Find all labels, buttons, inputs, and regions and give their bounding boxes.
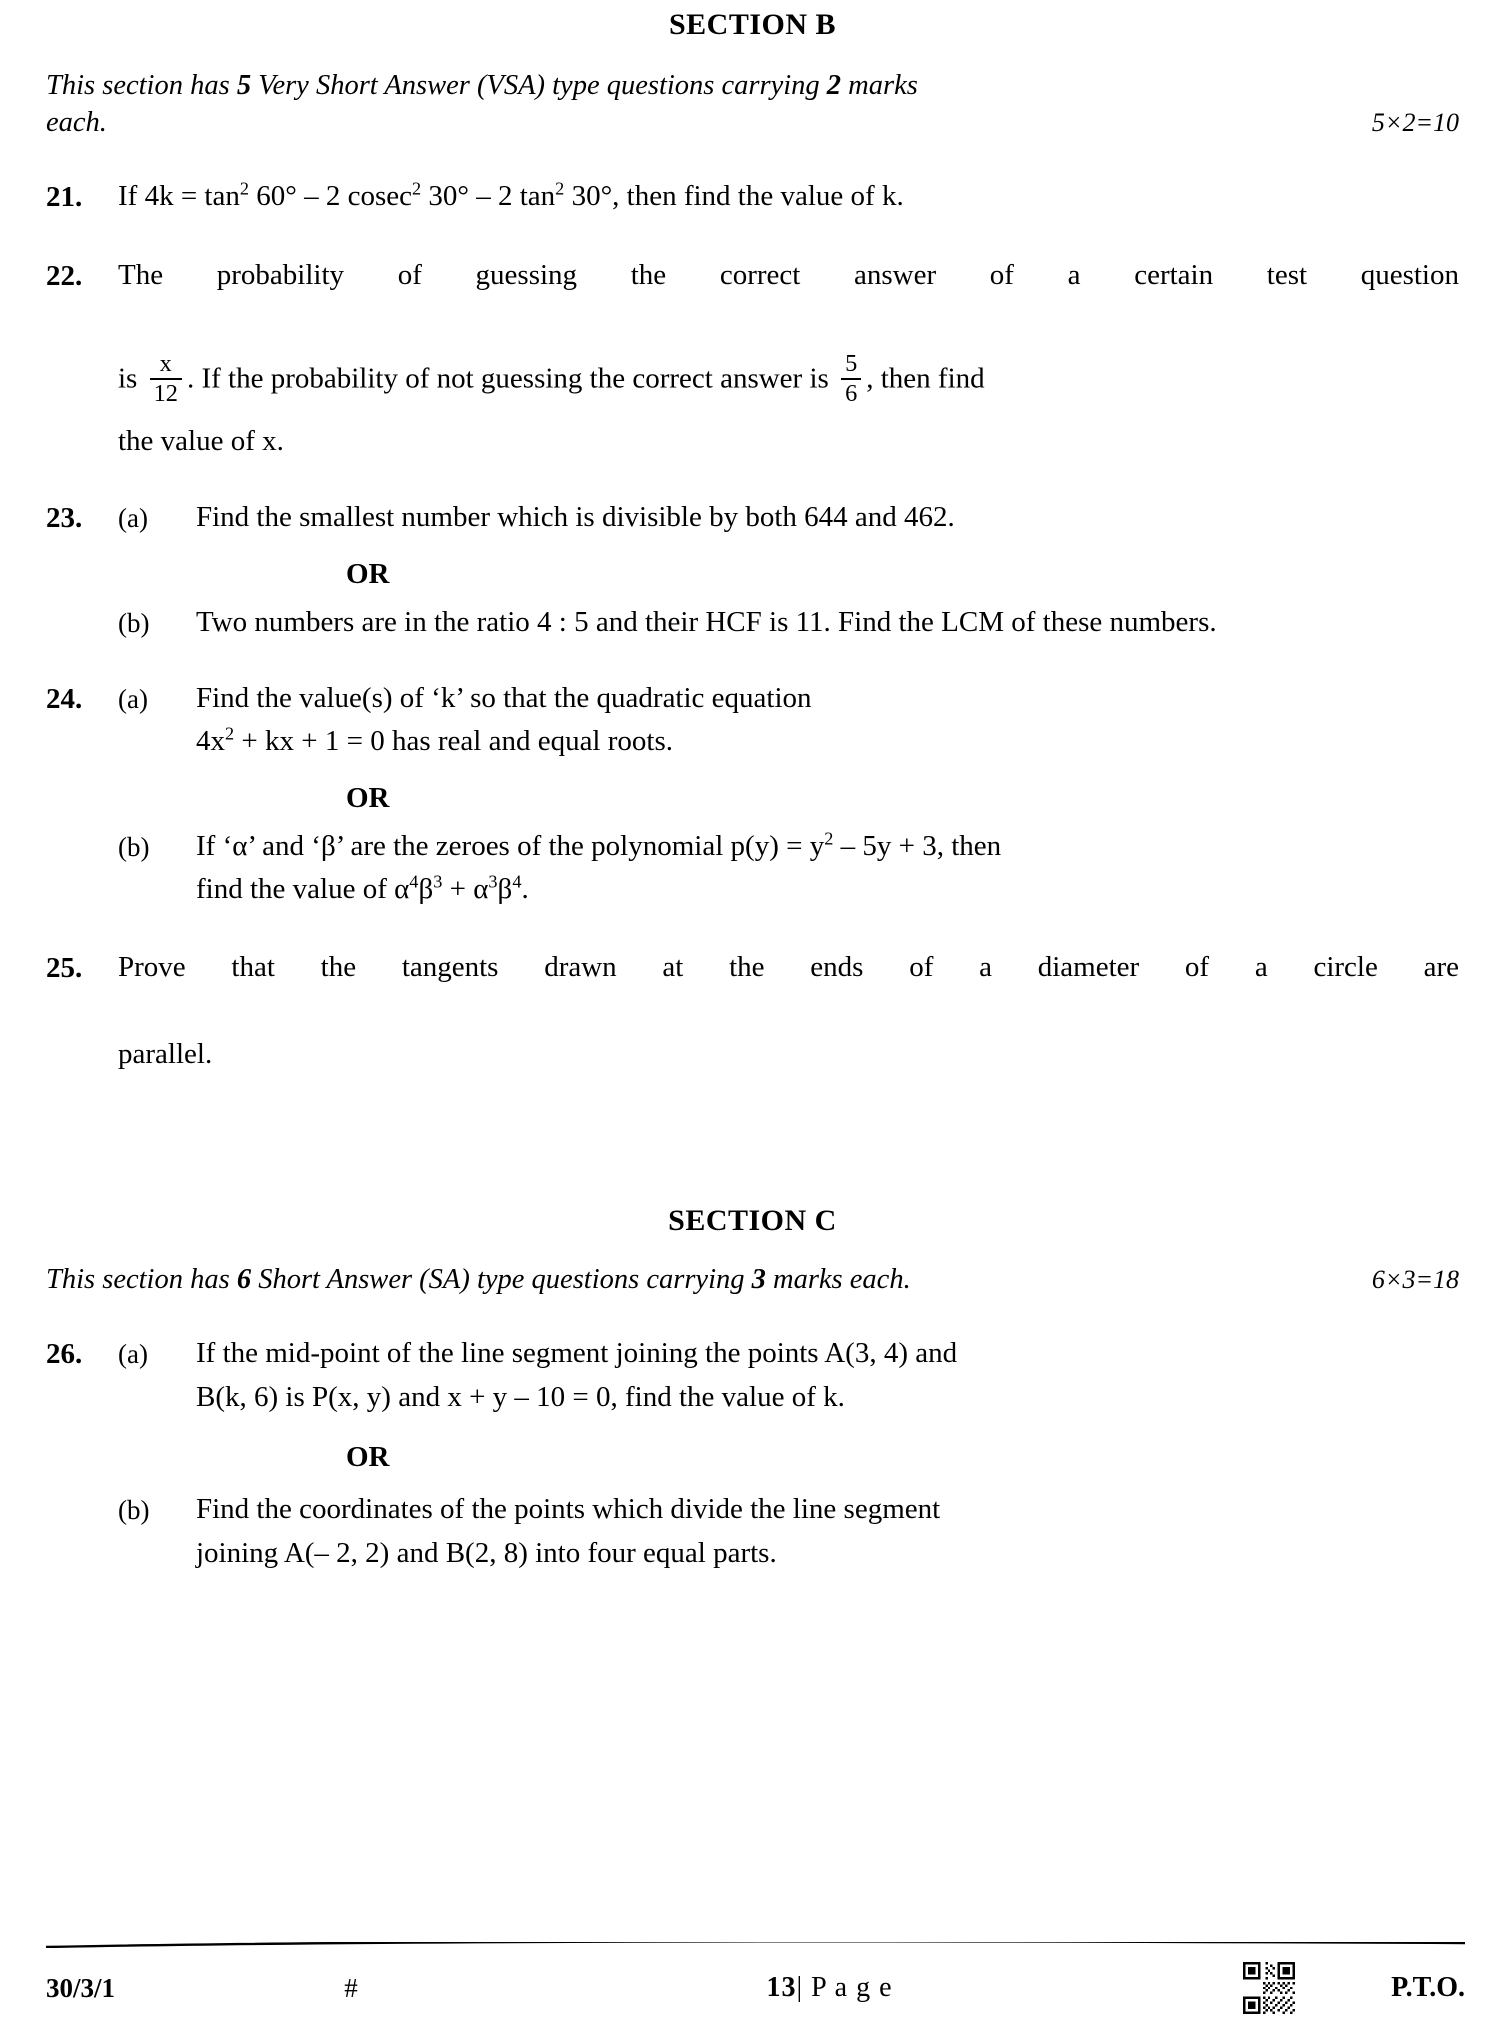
qr-code-svg [1243, 1962, 1295, 2014]
q22-fraction-x-over-12 [150, 351, 182, 407]
question-25 [46, 946, 1459, 1077]
q22-line2-a: is [118, 362, 138, 395]
q21-text-c: 30° – 2 tan [421, 180, 556, 213]
q22-fraction2-numerator: 5 [845, 349, 858, 377]
question-21 [46, 175, 1459, 220]
footer-rule-icon [46, 1942, 1465, 1948]
question-26-option-a-label: (a) [118, 1339, 148, 1370]
question-26-option-b-label: (b) [118, 1495, 150, 1526]
q21-sup-2: 2 [412, 178, 422, 199]
q24b-sup-3: 3 [433, 871, 443, 892]
section-b-instruction-mid: Very Short Answer (VSA) type questions carrying [251, 70, 827, 101]
q24a-equation-pre: 4x [196, 725, 225, 758]
section-b-instruction [46, 42, 1459, 107]
question-24-option-a-label: (a) [118, 683, 148, 714]
q22-fraction2-denominator: 6 [845, 379, 858, 407]
section-b-marks-each: 2 [826, 70, 842, 101]
question-21-number: 21. [46, 181, 83, 214]
q24b-line-1 [196, 825, 1459, 869]
question-26-number: 26. [46, 1338, 83, 1371]
q24b-text-post: – 5y + 3, then [833, 829, 1002, 862]
q24b-beta-1: β [418, 873, 434, 906]
question-23-or-separator: OR [346, 558, 390, 591]
q24a-line-2 [196, 720, 1459, 764]
question-22 [46, 254, 1459, 464]
q21-sup-3: 2 [555, 178, 565, 199]
q24b-text-pre: If ‘α’ and ‘β’ are the zeroes of the polynomial p(y) = y [196, 829, 825, 862]
question-24 [46, 677, 1459, 764]
question-24-option-b-label: (b) [118, 831, 150, 862]
section-c-question-count: 6 [236, 1264, 252, 1296]
q24b-sup-2: 4 [409, 871, 419, 892]
page-number: 13 [766, 1972, 797, 2003]
section-b-title: SECTION B [668, 8, 837, 41]
question-23-option-a-text: Find the smallest number which is divisible by both 644 and 462. [196, 500, 955, 533]
section-b-instruction-pre: This section has [46, 70, 237, 101]
question-26-option-b [46, 1488, 1459, 1575]
question-24-option-a-text [196, 677, 1459, 764]
q24b-beta-2: β [497, 873, 513, 906]
q22-fraction-numerator: x [159, 349, 172, 377]
section-b-marks-total: 5×2=10 [1371, 108, 1459, 138]
question-25-body [118, 946, 1459, 1077]
section-c-title: SECTION C [668, 1204, 837, 1238]
spacer [46, 825, 118, 826]
q22-line-1: The probability of guessing the correct answer of a certain test question [118, 258, 1459, 291]
paper-code: 30/3/1 [46, 1972, 116, 2003]
q24b-plus-alpha: + α [442, 873, 489, 906]
section-c-marks-each: 3 [751, 1264, 766, 1296]
qr-code-icon [1243, 1962, 1295, 2014]
page-footer [46, 1956, 1465, 2020]
pto-label: P.T.O. [1391, 1972, 1465, 2003]
q22-line2-c: , then find [866, 362, 985, 395]
page-indicator [476, 1972, 1243, 2004]
q26a-line-2: B(k, 6) is P(x, y) and x + y – 10 = 0, find the value of k. [196, 1380, 845, 1413]
q24a-exponent: 2 [225, 723, 235, 744]
spacer [46, 601, 118, 602]
q24b-expr-pre: find the value of α [196, 873, 410, 906]
question-25-number: 25. [46, 951, 83, 984]
q22-fraction-5-over-6 [841, 351, 861, 407]
page-word: | P a g e [796, 1972, 893, 2003]
q26b-line-1: Find the coordinates of the points which divide the line segment [196, 1493, 941, 1526]
section-b-instruction-post: marks [841, 70, 918, 101]
question-26-option-b-text [196, 1488, 1459, 1575]
q24a-equation-post: + kx + 1 = 0 has real and equal roots. [234, 725, 673, 758]
q24a-line-1: Find the value(s) of ‘k’ so that the quadratic equation [196, 681, 812, 714]
question-23 [46, 496, 1459, 541]
question-23-option-b-text: Two numbers are in the ratio 4 : 5 and their HCF is 11. Find the LCM of these numbers. [196, 606, 1217, 639]
question-24-option-b-text [196, 825, 1459, 912]
q26a-line-1: If the mid-point of the line segment joining the points A(3, 4) and [196, 1337, 958, 1370]
q22-line-2 [118, 349, 1459, 409]
question-21-body [118, 175, 1459, 219]
section-c-marks-total: 6×3=18 [1371, 1265, 1459, 1295]
q22-fraction-denominator: 12 [153, 379, 178, 407]
question-26-or-separator: OR [346, 1441, 390, 1474]
section-b-instruction-line2 [46, 107, 1459, 139]
question-22-number: 22. [46, 259, 83, 292]
section-c-instruction [46, 1238, 1459, 1296]
q24b-period: . [521, 873, 529, 906]
section-c-instruction-mid: Short Answer (SA) type questions carrying [251, 1264, 752, 1296]
question-26-option-a-text [196, 1332, 1459, 1419]
question-22-body [118, 254, 1459, 464]
question-23-number: 23. [46, 501, 83, 534]
q21-text-d: 30°, then find the value of k. [564, 180, 904, 213]
section-c-instruction-post: marks each. [765, 1264, 911, 1296]
question-24-option-b [46, 825, 1459, 912]
spacer [46, 1488, 118, 1489]
q26b-line-2: joining A(– 2, 2) and B(2, 8) into four equal parts. [196, 1536, 777, 1569]
q25-line-1: Prove that the tangents drawn at the ends of a diameter of a circle are [118, 950, 1459, 983]
q24b-sup-4: 3 [488, 871, 498, 892]
question-24-or-separator: OR [346, 781, 390, 814]
q22-line2-b: . If the probability of not guessing the correct answer is [186, 362, 829, 395]
question-24-number: 24. [46, 682, 83, 715]
q21-sup-1: 2 [239, 178, 249, 199]
q25-line-2: parallel. [118, 1037, 213, 1070]
question-23-option-a-label: (a) [118, 502, 148, 533]
q22-line-3: the value of x. [118, 425, 284, 458]
question-23-option-b-label: (b) [118, 608, 150, 639]
section-c-instruction-pre: This section has [46, 1264, 237, 1296]
section-gap [46, 1076, 1459, 1196]
section-b-instruction-each: each. [46, 107, 107, 139]
question-26 [46, 1332, 1459, 1419]
footer-hash-mark: # [344, 1972, 358, 2003]
q24b-sup-1: 2 [824, 828, 834, 849]
section-c-instruction-text [46, 1264, 911, 1296]
q24b-sup-5: 4 [512, 871, 522, 892]
question-23-option-b [46, 601, 1459, 645]
q24b-line-2 [196, 868, 1459, 912]
footer-divider [46, 1942, 1465, 1948]
section-b-question-count: 5 [236, 70, 252, 101]
q21-text-a: If 4k = tan [118, 180, 240, 213]
q21-text-b: 60° – 2 cosec [249, 180, 412, 213]
